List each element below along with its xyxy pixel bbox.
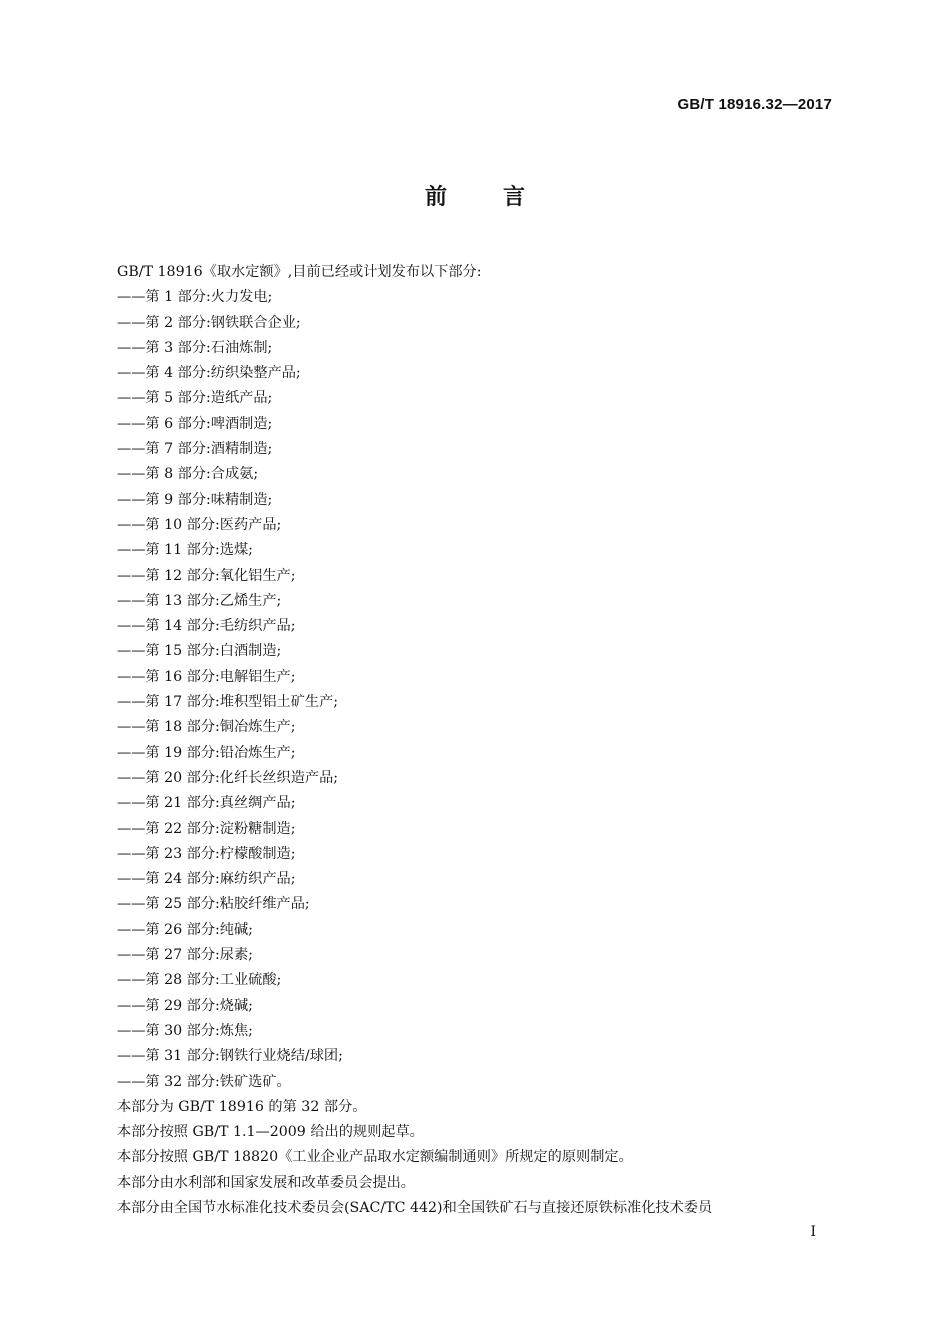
list-item: ——第 21 部分:真丝绸产品;	[117, 795, 296, 812]
list-item: ——第 10 部分:医药产品;	[117, 516, 282, 533]
list-item: ——第 20 部分:化纤长丝织造产品;	[117, 769, 339, 786]
list-item: ——第 4 部分:纺织染整产品;	[117, 365, 301, 382]
list-item: ——第 28 部分:工业硫酸;	[117, 972, 282, 989]
paragraph: 本部分为 GB/T 18916 的第 32 部分。	[117, 1098, 367, 1115]
page-title: 前言	[424, 185, 581, 210]
list-item: ——第 22 部分:淀粉糖制造;	[117, 820, 296, 837]
paragraph: 本部分按照 GB/T 18820《工业企业产品取水定额编制通则》所规定的原则制定。	[117, 1149, 633, 1166]
list-item: ——第 24 部分:麻纺织产品;	[117, 871, 296, 888]
list-item: ——第 3 部分:石油炼制;	[117, 339, 273, 356]
list-item: ——第 12 部分:氧化铝生产;	[117, 567, 296, 584]
list-item: ——第 1 部分:火力发电;	[117, 289, 273, 306]
list-item: ——第 16 部分:电解铝生产;	[117, 668, 296, 685]
paragraph: 本部分由水利部和国家发展和改革委员会提出。	[117, 1174, 415, 1191]
list-item: ——第 32 部分:铁矿选矿。	[117, 1073, 291, 1090]
list-item: ——第 14 部分:毛纺织产品;	[117, 618, 296, 635]
list-item: ——第 15 部分:白酒制造;	[117, 643, 282, 660]
list-item: ——第 31 部分:钢铁行业烧结/球团;	[117, 1048, 343, 1065]
list-item: ——第 5 部分:造纸产品;	[117, 390, 273, 407]
body-text	[117, 260, 852, 1221]
page-header: GB/T 18916.32—2017	[677, 96, 832, 113]
list-item: ——第 2 部分:钢铁联合企业;	[117, 314, 301, 331]
intro-line: GB/T 18916《取水定额》,目前已经或计划发布以下部分:	[117, 264, 482, 280]
list-item: ——第 13 部分:乙烯生产;	[117, 592, 282, 609]
list-item: ——第 17 部分:堆积型铝土矿生产;	[117, 694, 339, 711]
list-item: ——第 25 部分:粘胶纤维产品;	[117, 896, 310, 913]
list-item: ——第 19 部分:铅冶炼生产;	[117, 744, 296, 761]
list-item: ——第 11 部分:选煤;	[117, 542, 253, 559]
list-item: ——第 9 部分:味精制造;	[117, 491, 273, 508]
paragraph: 本部分按照 GB/T 1.1—2009 给出的规则起草。	[117, 1124, 424, 1141]
list-item: ——第 6 部分:啤酒制造;	[117, 415, 273, 432]
list-item: ——第 23 部分:柠檬酸制造;	[117, 845, 296, 862]
list-item: ——第 27 部分:尿素;	[117, 947, 253, 964]
list-item: ——第 7 部分:酒精制造;	[117, 441, 273, 458]
part-list	[117, 285, 852, 1095]
page-number: I	[810, 1224, 816, 1240]
list-item: ——第 26 部分:纯碱;	[117, 921, 253, 938]
list-item: ——第 30 部分:炼焦;	[117, 1022, 253, 1039]
list-item: ——第 29 部分:烧碱;	[117, 997, 253, 1014]
paragraph: 本部分由全国节水标准化技术委员会(SAC/TC 442)和全国铁矿石与直接还原铁标准化技术委员	[117, 1199, 713, 1216]
list-item: ——第 8 部分:合成氨;	[117, 466, 259, 483]
list-item: ——第 18 部分:铜冶炼生产;	[117, 719, 296, 736]
